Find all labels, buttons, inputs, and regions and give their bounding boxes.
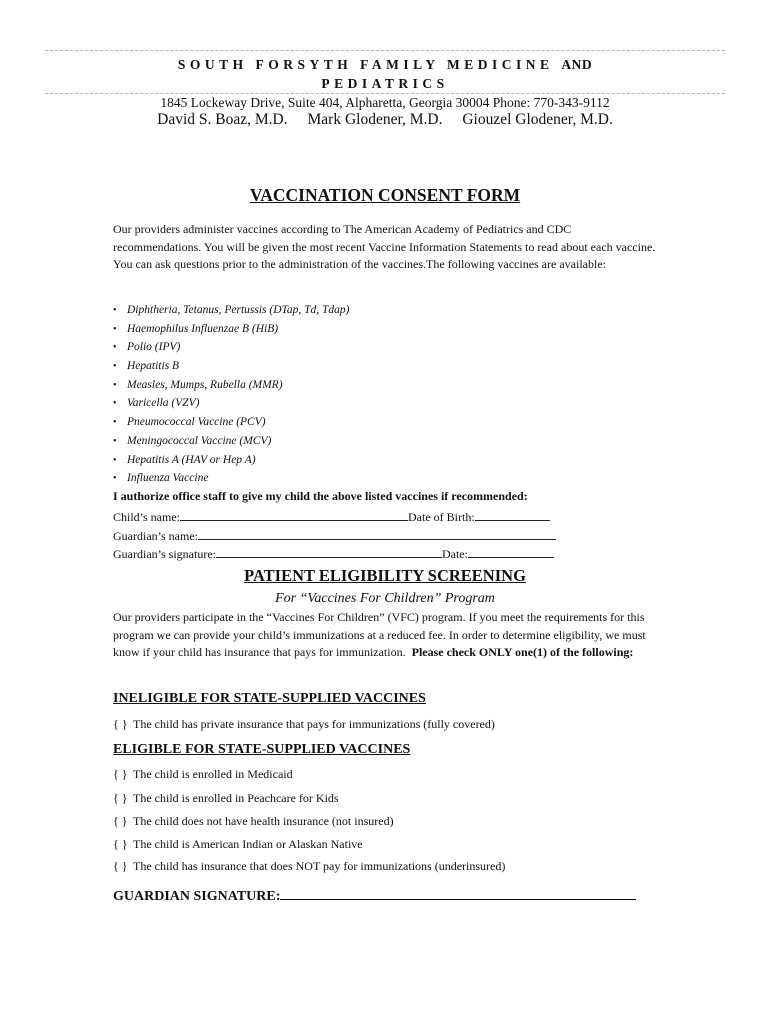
dob-field[interactable] bbox=[475, 509, 550, 521]
vaccine-list bbox=[113, 301, 349, 488]
consent-intro: Our providers administer vaccines according to The American Academy of Pediatrics and CDC recommendations. You will be given the most recent Vaccine Information Statements to read about each vaccine. You can ask questions prior to the administration of the vaccines.The following vaccines are available: bbox=[113, 222, 656, 271]
checkbox-icon[interactable]: { } bbox=[113, 717, 128, 731]
childs-name-label: Child’s name: bbox=[113, 510, 180, 524]
ineligible-heading: INELIGIBLE FOR STATE-SUPPLIED VACCINES bbox=[113, 691, 426, 706]
practice-name-and: AND bbox=[561, 57, 593, 72]
vaccine-item: • Measles, Mumps, Rubella (MMR) bbox=[113, 378, 283, 391]
option-peachcare[interactable]: { } The child is enrolled in Peachcare for Kids bbox=[113, 791, 339, 805]
guardian-signature-label: Guardian’s signature: bbox=[113, 547, 216, 561]
option-private-insurance[interactable]: { } The child has private insurance that pays for immunizations (fully covered) bbox=[113, 717, 495, 731]
guardian-name-field[interactable] bbox=[198, 528, 556, 540]
screening-subtitle: For “Vaccines For Children” Program bbox=[275, 591, 495, 606]
authorization-statement: I authorize office staff to give my child the above listed vaccines if recommended: bbox=[113, 489, 528, 503]
doctor-name: Giouzel Glodener, M.D. bbox=[462, 111, 613, 128]
checkbox-icon[interactable]: { } bbox=[113, 767, 128, 781]
dob-label: Date of Birth: bbox=[408, 510, 475, 524]
option-medicaid[interactable]: { } The child is enrolled in Medicaid bbox=[113, 767, 293, 781]
vaccine-item: • Hepatitis A (HAV or Hep A) bbox=[113, 453, 256, 466]
guardian-signature-field[interactable] bbox=[216, 546, 442, 558]
header-divider bbox=[45, 93, 725, 94]
vaccine-item: • Meningococcal Vaccine (MCV) bbox=[113, 434, 272, 447]
checkbox-icon[interactable]: { } bbox=[113, 859, 128, 873]
option-american-indian[interactable]: { } The child is American Indian or Alaskan Native bbox=[113, 837, 363, 851]
vaccine-item: • Pneumococcal Vaccine (PCV) bbox=[113, 416, 266, 429]
checkbox-icon[interactable]: { } bbox=[113, 791, 128, 805]
vaccine-item: • Diphtheria, Tetanus, Pertussis (DTap, Td, Tdap) bbox=[113, 304, 350, 316]
date-label: Date: bbox=[441, 547, 468, 561]
checkbox-icon[interactable]: { } bbox=[113, 837, 128, 851]
vaccine-item: • Varicella (VZV) bbox=[113, 397, 200, 410]
doctor-name: David S. Boaz, M.D. bbox=[157, 111, 288, 128]
practice-name-line1: SOUTH FORSYTH FAMILY MEDICINE bbox=[177, 57, 554, 72]
consent-title: VACCINATION CONSENT FORM bbox=[249, 185, 521, 205]
top-divider bbox=[45, 50, 725, 51]
doctor-name: Mark Glodener, M.D. bbox=[307, 111, 443, 128]
practice-name bbox=[45, 57, 725, 73]
guardian-signature-bottom-label: GUARDIAN SIGNATURE: bbox=[113, 889, 281, 904]
screening-intro: Our providers participate in the “Vaccines For Children” (VFC) program. If you meet the requirements for this program we can provide your child’s immunizations at a reduced fee. In order to determine eligibility, we must know if your child has insurance that pays for immunization. Please check ONLY one(1) of the following: bbox=[113, 610, 646, 659]
eligible-heading: ELIGIBLE FOR STATE-SUPPLIED VACCINES bbox=[113, 742, 411, 757]
checkbox-icon[interactable]: { } bbox=[113, 814, 128, 828]
vaccine-item: • Influenza Vaccine bbox=[113, 472, 209, 485]
guardian-signature-row bbox=[113, 546, 554, 562]
screening-instruction: Please check ONLY one(1) of the following: bbox=[411, 645, 634, 659]
practice-name-line2: PEDIATRICS bbox=[321, 76, 449, 91]
vaccine-item: • Hepatitis B bbox=[113, 360, 180, 373]
option-underinsured[interactable]: { } The child has insurance that does NOT pay for immunizations (underinsured) bbox=[113, 859, 506, 873]
date-field[interactable] bbox=[468, 546, 554, 558]
guardian-name-label: Guardian’s name: bbox=[113, 529, 198, 543]
guardian-name-row bbox=[113, 528, 556, 544]
vaccine-item: • Polio (IPV) bbox=[113, 341, 181, 354]
option-not-insured[interactable]: { } The child does not have health insurance (not insured) bbox=[113, 814, 394, 828]
screening-title: PATIENT ELIGIBILITY SCREENING bbox=[244, 566, 526, 585]
guardian-signature-bottom-row bbox=[113, 885, 636, 905]
childs-name-field[interactable] bbox=[180, 509, 408, 521]
guardian-signature-bottom-field[interactable] bbox=[280, 885, 636, 900]
childs-name-row bbox=[113, 509, 550, 525]
vaccine-item: • Haemophilus Influenzae B (HiB) bbox=[113, 322, 279, 335]
doctors-list bbox=[45, 111, 725, 129]
practice-address: 1845 Lockeway Drive, Suite 404, Alpharetta, Georgia 30004 Phone: 770-343-9112 bbox=[160, 95, 610, 110]
